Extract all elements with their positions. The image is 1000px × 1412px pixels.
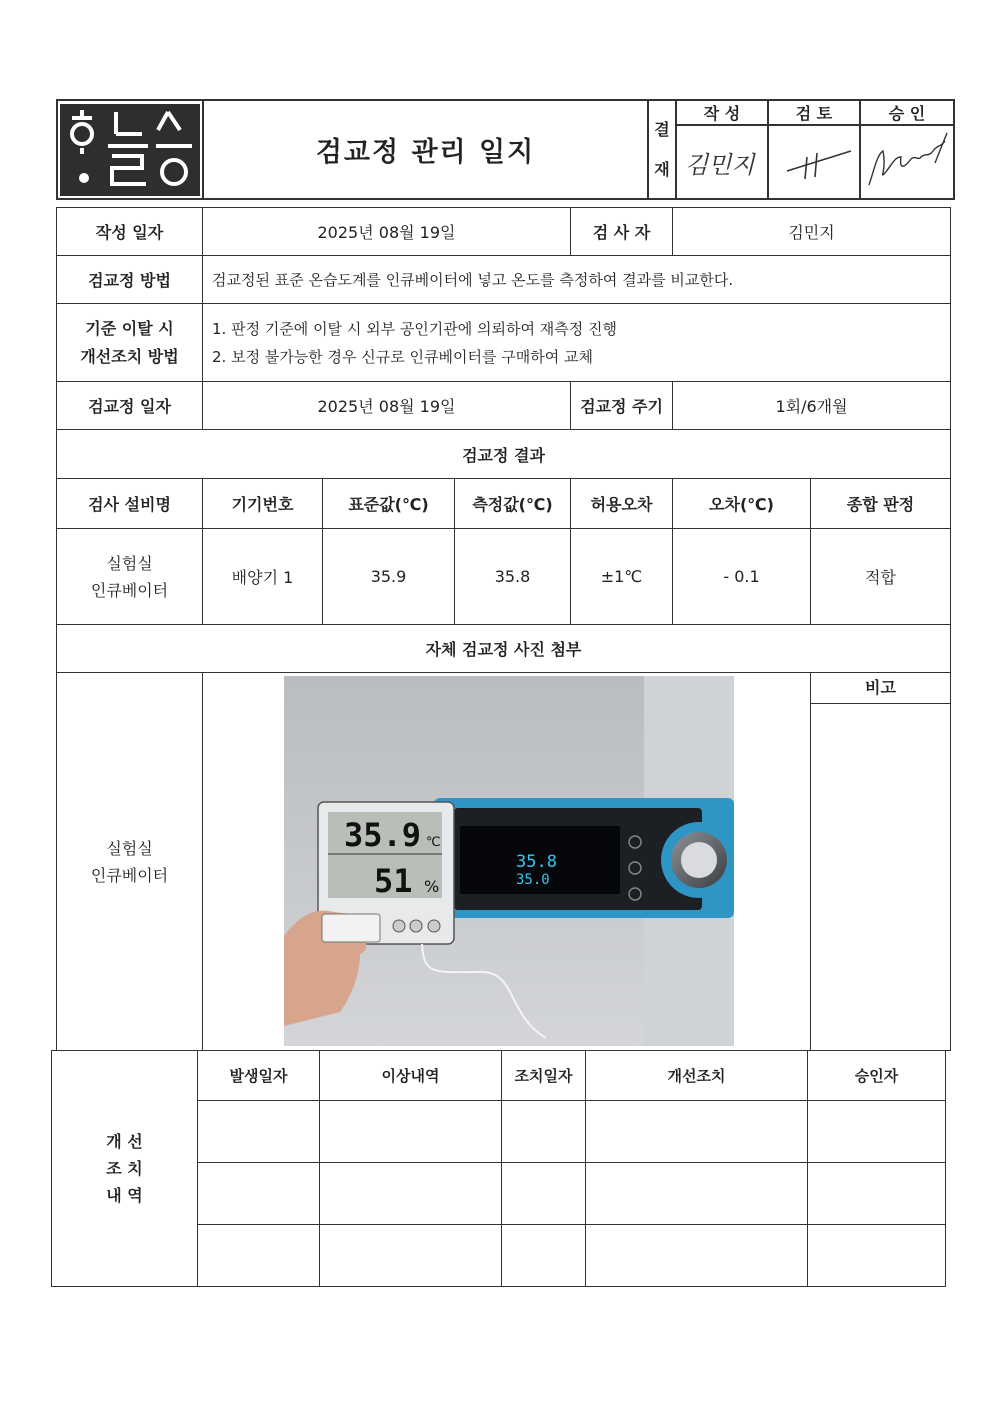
approval-label-bottom: 재 — [654, 159, 670, 179]
col-measured: 측정값(℃) — [455, 479, 571, 529]
empty-cell[interactable] — [502, 1101, 586, 1163]
col-verdict: 종합 판정 — [811, 479, 951, 529]
improvement-label-line-2: 조 치 — [106, 1159, 143, 1178]
equipment-line-2: 인큐베이터 — [90, 580, 169, 600]
col-error: 오차(℃) — [673, 479, 811, 529]
remarks-label: 비고 — [811, 673, 950, 704]
approval-col-author: 작 성 — [676, 100, 768, 125]
logo-cell — [57, 100, 203, 199]
svg-text:35.0: 35.0 — [516, 872, 550, 888]
cal-date-value: 2025년 08월 19일 — [203, 382, 571, 430]
empty-cell[interactable] — [502, 1163, 586, 1225]
method-value: 검교정된 표준 온습도계를 인큐베이터에 넣고 온도를 측정하여 결과를 비교한다. — [203, 256, 951, 304]
photo-label-line-2: 인큐베이터 — [90, 865, 169, 885]
cell-verdict: 적합 — [811, 529, 951, 625]
document-title: 검교정 관리 일지 — [203, 100, 648, 199]
signature-reviewer — [768, 125, 860, 199]
empty-cell[interactable] — [198, 1163, 320, 1225]
cell-tolerance: ±1℃ — [571, 529, 673, 625]
empty-cell[interactable] — [198, 1101, 320, 1163]
cell-measured: 35.8 — [455, 529, 571, 625]
improvement-label-line-1: 개 선 — [106, 1132, 143, 1151]
empty-cell[interactable] — [320, 1225, 502, 1287]
cycle-value: 1회/6개월 — [673, 382, 951, 430]
action-label-line-2: 개선조치 방법 — [80, 346, 179, 366]
svg-text:35.9: 35.9 — [344, 816, 422, 854]
inspector-label: 검 사 자 — [571, 208, 673, 256]
signature-author — [676, 125, 768, 199]
write-date-label: 작성 일자 — [57, 208, 203, 256]
svg-text:%: % — [424, 877, 440, 896]
col-action-date: 조치일자 — [502, 1051, 586, 1101]
document-header — [56, 99, 953, 199]
empty-cell[interactable] — [808, 1225, 946, 1287]
svg-text:35.8: 35.8 — [516, 852, 557, 872]
method-label: 검교정 방법 — [57, 256, 203, 304]
col-equipment: 검사 설비명 — [57, 479, 203, 529]
action-step-1: 1. 판정 기준에 이탈 시 외부 공인기관에 의뢰하여 재측정 진행 — [212, 319, 617, 338]
company-logo — [58, 102, 202, 198]
svg-text:℃: ℃ — [426, 835, 441, 850]
empty-cell[interactable] — [320, 1101, 502, 1163]
empty-cell[interactable] — [320, 1163, 502, 1225]
action-method-value — [203, 304, 951, 382]
photo-equipment-label — [57, 673, 203, 1051]
remarks-cell — [811, 673, 951, 1051]
improvement-table — [51, 1050, 945, 1287]
signature-author-handwriting — [677, 127, 765, 197]
improvement-section-label — [52, 1051, 198, 1287]
equipment-line-1: 실험실 — [106, 553, 153, 573]
signature-reviewer-handwriting — [769, 127, 857, 197]
empty-cell[interactable] — [198, 1225, 320, 1287]
results-row — [57, 529, 951, 625]
improvement-label-line-3: 내 역 — [106, 1186, 143, 1205]
action-step-2: 2. 보정 불가능한 경우 신규로 인큐베이터를 구매하여 교체 — [212, 347, 593, 366]
approval-label-top: 결 — [654, 119, 670, 139]
empty-cell[interactable] — [502, 1225, 586, 1287]
cell-equipment — [57, 529, 203, 625]
empty-cell[interactable] — [586, 1101, 808, 1163]
svg-text:51: 51 — [374, 862, 413, 900]
cycle-label: 검교정 주기 — [571, 382, 673, 430]
signature-approver-handwriting — [861, 127, 951, 197]
svg-text:김민지: 김민지 — [685, 151, 755, 179]
col-anomaly: 이상내역 — [320, 1051, 502, 1101]
col-occurrence-date: 발생일자 — [198, 1051, 320, 1101]
col-tolerance: 허용오차 — [571, 479, 673, 529]
col-approver: 승인자 — [808, 1051, 946, 1101]
signature-approver — [860, 125, 954, 199]
calibration-photo — [284, 676, 734, 1046]
cell-device-no: 배양기 1 — [203, 529, 323, 625]
results-section-title: 검교정 결과 — [57, 430, 951, 479]
approval-label — [648, 100, 676, 199]
empty-cell[interactable] — [586, 1163, 808, 1225]
action-method-label — [57, 304, 203, 382]
cal-date-label: 검교정 일자 — [57, 382, 203, 430]
photo-section-title: 자체 검교정 사진 첨부 — [57, 625, 951, 673]
col-standard: 표준값(℃) — [323, 479, 455, 529]
col-corrective-action: 개선조치 — [586, 1051, 808, 1101]
empty-cell[interactable] — [808, 1163, 946, 1225]
action-label-line-1: 기준 이탈 시 — [85, 318, 174, 338]
write-date-value: 2025년 08월 19일 — [203, 208, 571, 256]
empty-cell[interactable] — [586, 1225, 808, 1287]
col-device-no: 기기번호 — [203, 479, 323, 529]
photo-label-line-1: 실험실 — [106, 838, 153, 858]
inspector-value: 김민지 — [673, 208, 951, 256]
cell-error: - 0.1 — [673, 529, 811, 625]
cell-standard: 35.9 — [323, 529, 455, 625]
empty-cell[interactable] — [808, 1101, 946, 1163]
approval-col-reviewer: 검 토 — [768, 100, 860, 125]
approval-col-approver: 승 인 — [860, 100, 954, 125]
